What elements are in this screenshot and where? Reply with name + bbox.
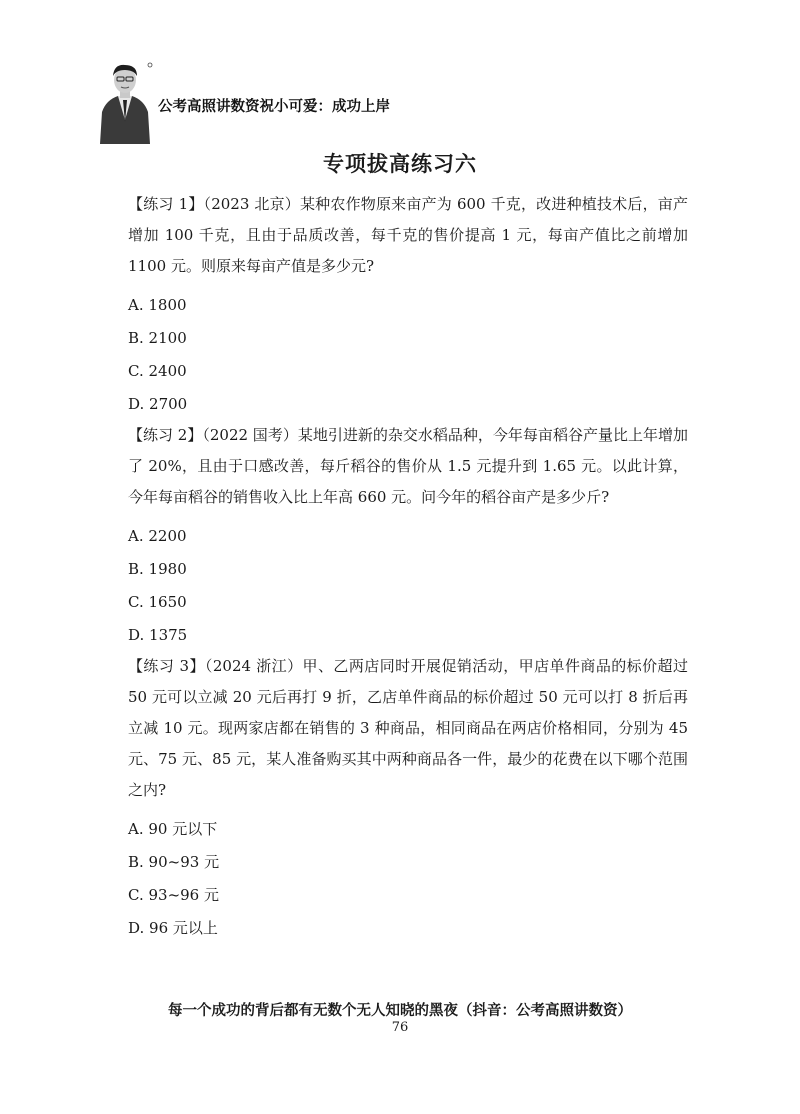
option-d: D. 96 元以上 (128, 919, 218, 937)
option-c: C. 93~96 元 (128, 886, 219, 904)
option-b: B. 90~93 元 (128, 853, 220, 871)
question-stem: 【练习 2】（2022 国考）某地引进新的杂交水稻品种，今年每亩稻谷产量比上年增加了 20%，且由于口感改善，每斤稻谷的售价从 1.5 元提升到 1.65 元。以此计算，今年每亩稻谷的销售收入比上年高 660 元。问今年的稻谷亩产是多少斤? (128, 426, 688, 506)
option-c: C. 2400 (128, 362, 187, 380)
option-b: B. 2100 (128, 329, 187, 347)
question-1 (128, 189, 688, 421)
page-number: 76 (391, 1020, 409, 1035)
question-3 (128, 651, 688, 945)
question-2 (128, 420, 688, 652)
author-portrait (96, 60, 154, 144)
header (96, 60, 390, 144)
question-stem: 【练习 1】（2023 北京）某种农作物原来亩产为 600 千克，改进种植技术后，亩产增加 100 千克，且由于品质改善，每千克的售价提高 1 元，每亩产值比之前增加 1100 元。则原来每亩产值是多少元? (128, 195, 688, 275)
option-c: C. 1650 (128, 593, 187, 611)
option-a: A. 1800 (128, 296, 187, 314)
option-d: D. 1375 (128, 626, 188, 644)
question-stem: 【练习 3】（2024 浙江）甲、乙两店同时开展促销活动，甲店单件商品的标价超过 50 元可以立减 20 元后再打 9 折，乙店单件商品的标价超过 50 元可以打 8 折后再立减 10 元。现两家店都在销售的 3 种商品，相同商品在两店价格相同，分别为 45 元、75 元、85 元，某人准备购买其中两种商品各一件，最少的花费在以下哪个范围之内? (128, 657, 688, 799)
page-title: 专项拔高练习六 (323, 152, 477, 176)
option-b: B. 1980 (128, 560, 187, 578)
option-a: A. 2200 (128, 527, 187, 545)
footer-slogan: 每一个成功的背后都有无数个无人知晓的黑夜（抖音：公考高照讲数资） (168, 1003, 632, 1019)
option-a: A. 90 元以下 (128, 820, 218, 838)
header-caption: 公考高照讲数资祝小可爱：成功上岸 (158, 99, 390, 115)
option-d: D. 2700 (128, 395, 188, 413)
